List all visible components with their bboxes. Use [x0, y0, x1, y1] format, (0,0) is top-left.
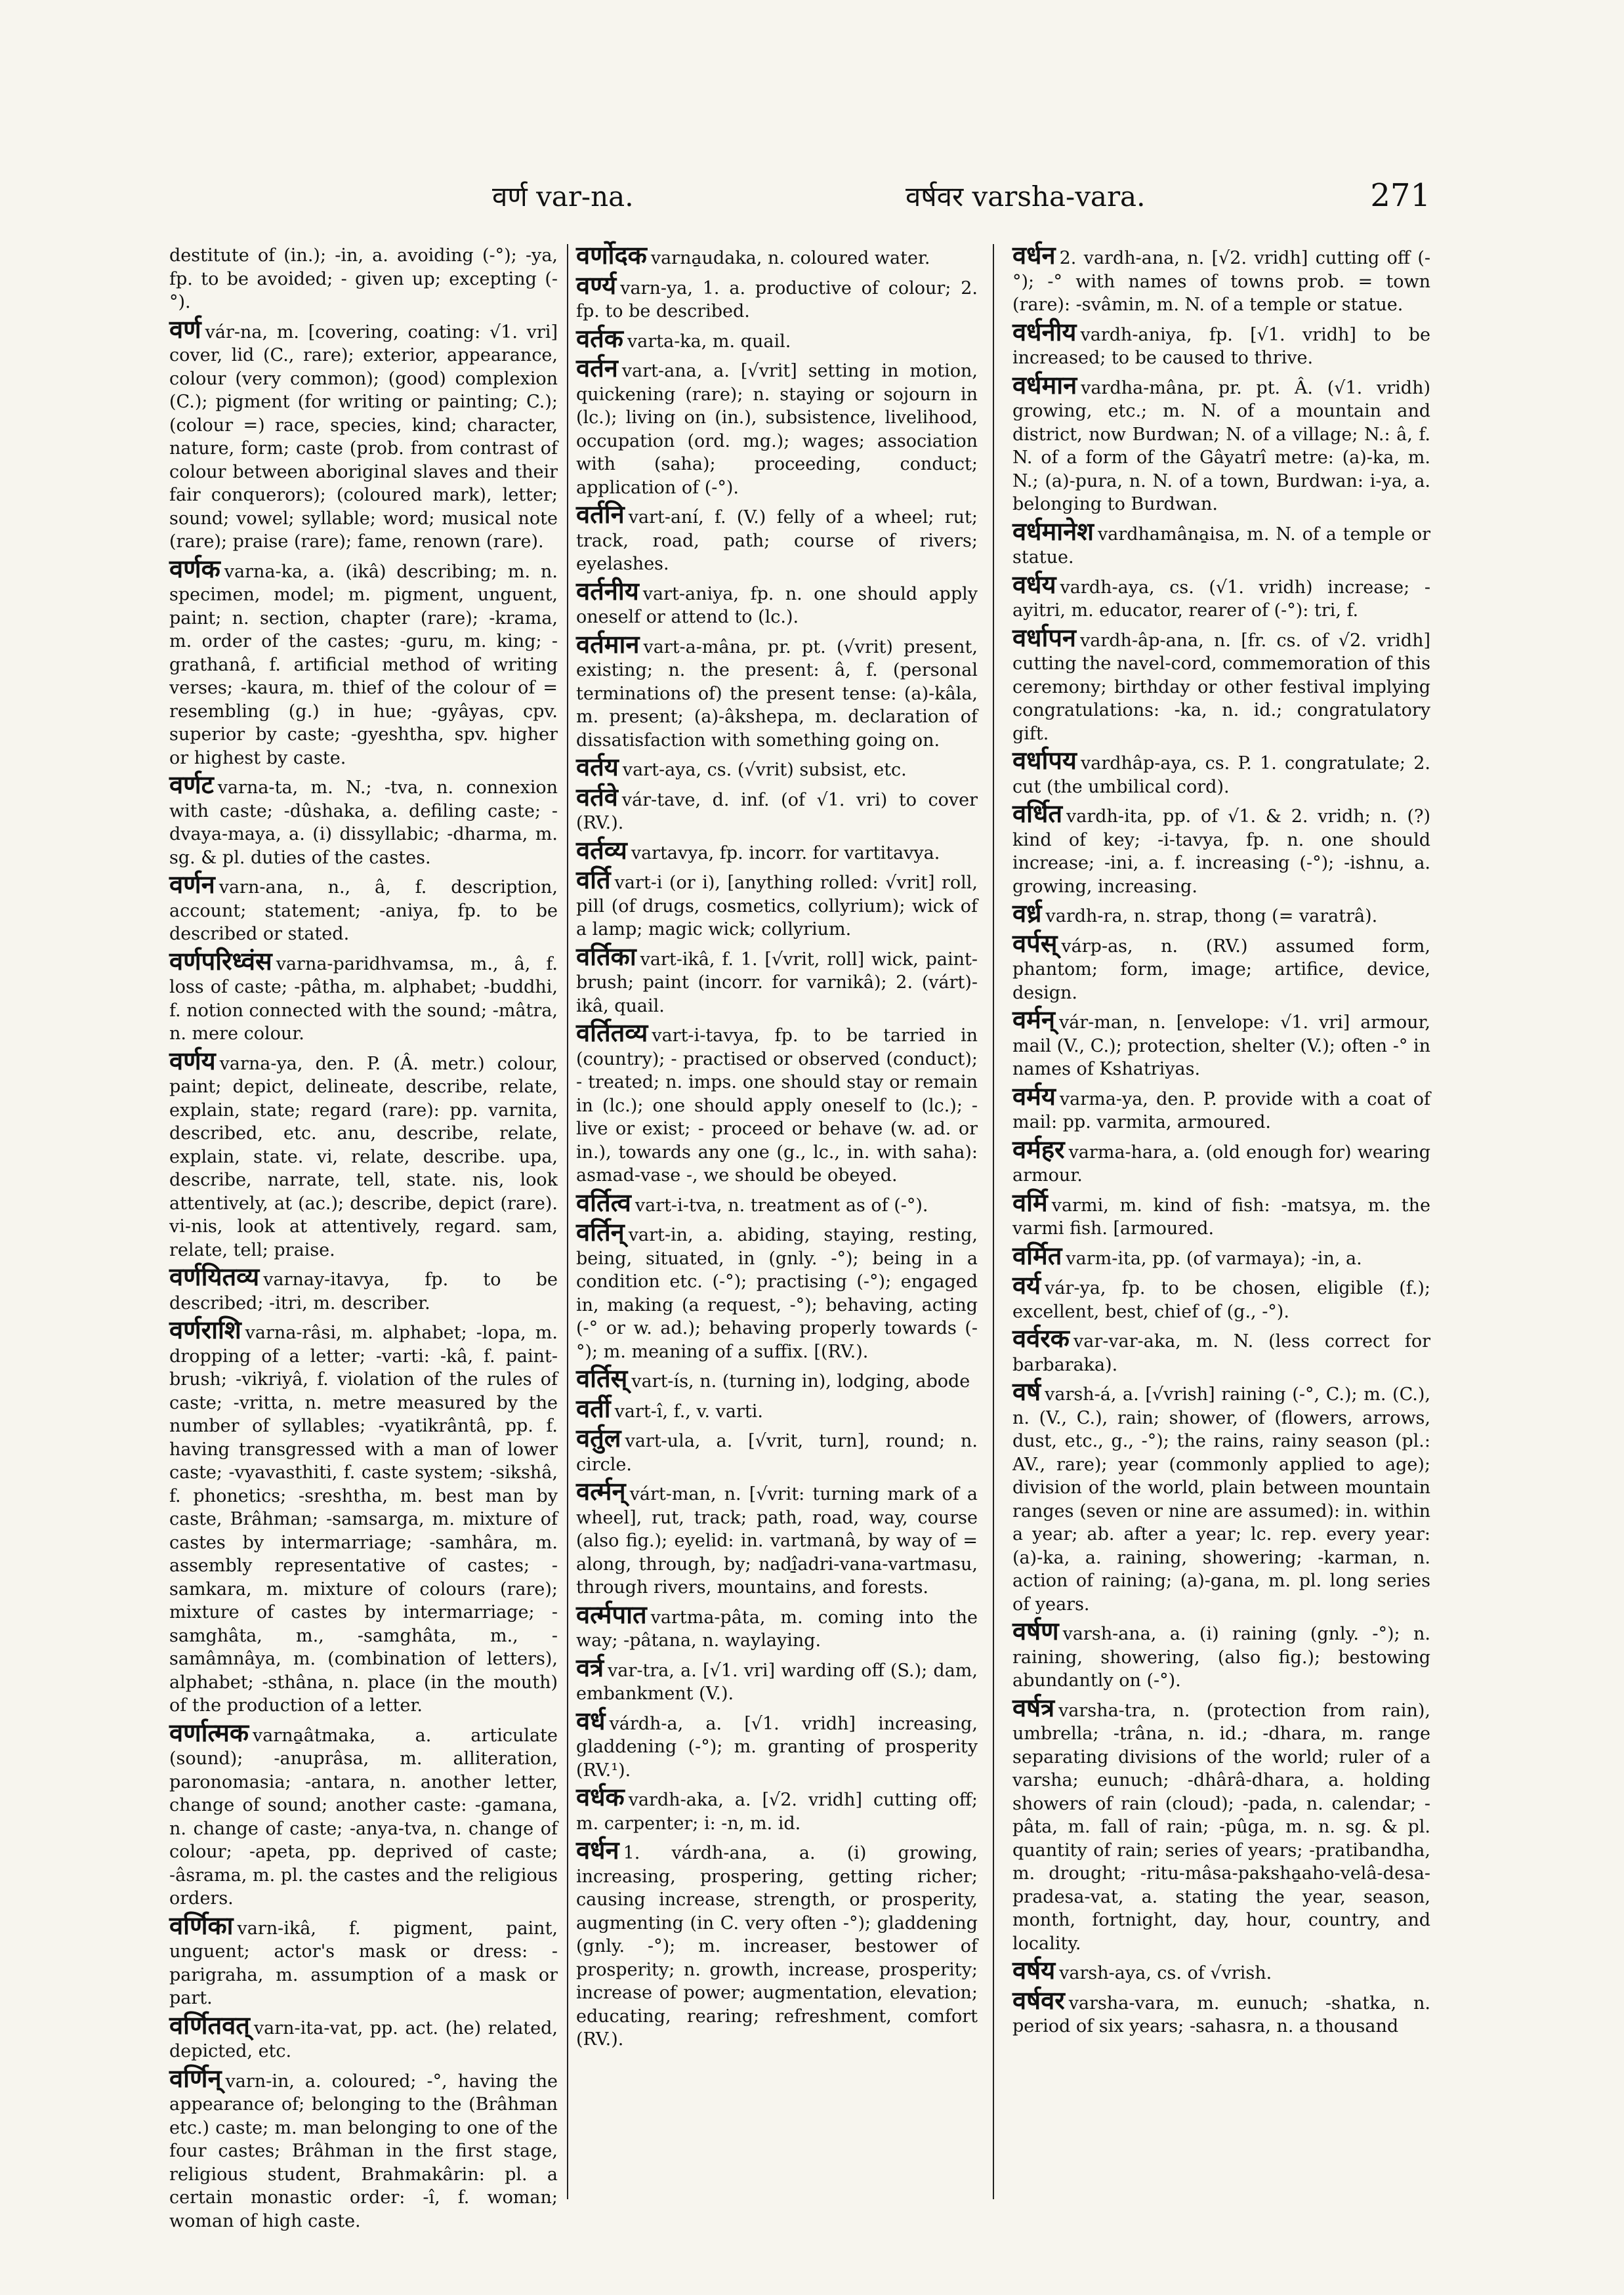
dictionary-entry: [576, 1706, 978, 1783]
entry-definition: vart-ikâ, f. 1. [√vrit, roll] wick, paint-brush; paint (incorr. for varnikâ); 2. (várt)-ikâ, quail.: [576, 949, 978, 1016]
entry-definition: vart-ula, a. [√vrit, turn], round; n. circle.: [576, 1431, 978, 1475]
dictionary-entry: [576, 270, 978, 323]
column-1: [169, 244, 558, 2231]
dictionary-entry: [1012, 623, 1430, 746]
dictionary-entry: [576, 629, 978, 753]
entry-headword: वर्णोदक: [576, 241, 647, 270]
entry-headword: वर्तिन्: [576, 1218, 625, 1247]
entry-definition: 1. várdh-ana, a. (i) growing, increasing, prospering, getting richer; causing increase, strength, or prosperity, augmenting (in C. very often -°); gladdening (gnly. -°); m. increaser, bestower of prosperity; n. growth, increase, prosperity; increase of power; augmentation, elevation; educating, rearing; refreshment, comfort (RV.).: [576, 1843, 978, 2050]
header-left-guideword: वर्ण var-na.: [492, 180, 634, 213]
dictionary-entry: [576, 1424, 978, 1476]
dictionary-entry: [1012, 1693, 1430, 1956]
header-right-guideword: वर्षवर varsha-vara.: [906, 180, 1146, 213]
column-divider: [567, 244, 568, 2199]
dictionary-entry: [576, 1477, 978, 1600]
entry-definition: várt-man, n. [√vrit: turning mark of a wheel], rut, track; path, road, way, course (also fig.); eyelid: in. vartmanâ, by way of = along, through, by; nadî̱adri-vana-vartmasu, through rivers, mountains, and forests.: [576, 1484, 978, 1598]
entry-definition: vart-in, a. abiding, staying, resting, being, situated, in (gnly. -°); being in a condition etc. (-°); practising (-°); engaged in, making (a request, -°); behaving, acting (-° or w. ad.); behaving properly towards (-°); m. meaning of a suffix. [(RV.).: [576, 1225, 978, 1362]
entry-definition: var-tra, a. [√1. vri] warding off (S.); dam, embankment (V.).: [576, 1660, 978, 1704]
entry-definition: vart-aya, cs. (√vrit) subsist, etc.: [622, 760, 907, 780]
dictionary-entry: [169, 554, 558, 770]
entry-headword: वर्तुल: [576, 1424, 621, 1453]
entry-definition: vardh-âp-ana, n. [fr. cs. of √2. vridh] cutting the navel-cord, commemoration of this ceremony; birthday or other festival implying congratulations: -ka, n. id.; congratulatory gift.: [1012, 630, 1430, 744]
entry-definition: vardhamâna̱isa, m. N. of a temple or statue.: [1012, 524, 1430, 568]
entry-definition: varma-ya, den. P. provide with a coat of mail: pp. varmita, armoured.: [1012, 1088, 1430, 1132]
dictionary-entry: [1012, 1985, 1430, 2038]
entry-headword: वर्धय: [1012, 569, 1056, 599]
entry-headword: वर्णय: [169, 1046, 216, 1075]
entry-headword: वर्ष: [1012, 1377, 1041, 1406]
entry-definition: varna-ya, den. P. (Â. metr.) colour, paint; depict, delineate, describe, relate, explain, state; regard (rare): pp. varnita, described, etc. anu, describe, relate, explain, state. vi, relate, describe. upa, describe, narrate, tell, state. nis, look attentively, at (ac.); describe, depict (rare). vi-nis, look at attentively, regard. sam, relate, tell; praise.: [169, 1053, 558, 1260]
entry-definition: vart-a-mâna, pr. pt. (√vrit) present, existing; n. the present: â, f. (personal terminations of) the present tense: (a)-kâla, m. present; (a)-âkshepa, m. declaration of dissatisfaction with something going on.: [576, 636, 978, 751]
dictionary-entry: [1012, 1005, 1430, 1081]
dictionary-entry: [1012, 1956, 1430, 1985]
dictionary-entry: [576, 1653, 978, 1706]
dictionary-entry: [576, 1600, 978, 1653]
dictionary-entry: [1012, 1081, 1430, 1134]
entry-definition: varsha-vara, m. eunuch; -shatka, n. period of six years; -sahasra, n. a thousand: [1012, 1993, 1430, 2037]
dictionary-entry: [576, 354, 978, 499]
entry-definition: varsh-aya, cs. of √vrish.: [1059, 1963, 1272, 1983]
entry-definition: varn-ita-vat, pp. act. (he) related, depicted, etc.: [169, 2017, 558, 2061]
dictionary-entry: [1012, 1134, 1430, 1188]
entry-definition: vardh-ra, n. strap, thong (= varatrâ).: [1045, 906, 1378, 926]
entry-headword: वर्धापन: [1012, 623, 1077, 652]
entry-definition: vár-ya, fp. to be chosen, eligible (f.); excellent, best, chief of (g., -°).: [1012, 1278, 1430, 1322]
entry-headword: वर्ध: [576, 1706, 606, 1735]
entry-definition: vart-i-tavya, fp. to be tarried in (country); - practised or observed (conduct); - treated; n. imps. one should stay or remain in (lc.); one should apply oneself to (lc.); - live or exist; - proceed or behave (w. ad. or in.), towards any one (g., lc., in. with saha): asmad-vase -, we should be obeyed.: [576, 1025, 978, 1186]
entry-definition: varmi, m. kind of fish: -matsya, m. the varmi fish. [armoured.: [1012, 1195, 1430, 1239]
entry-headword: वर्धित: [1012, 799, 1063, 828]
dictionary-entry: [169, 870, 558, 946]
entry-headword: वर्य: [1012, 1271, 1041, 1300]
entry-headword: वर्मि: [1012, 1188, 1048, 1217]
entry-definition: vart-î, f., v. varti.: [614, 1401, 763, 1422]
dictionary-entry: [1012, 899, 1430, 928]
entry-definition: varn-in, a. coloured; -°, having the appearance of; belonging to the (Brâhman etc.) caste; m. man belonging to one of the four castes; Brâhman in the first stage, religious student, Brahmakârin: pl. a certain monastic order: -î, f. woman; woman of high caste.: [169, 2071, 558, 2231]
entry-headword: वर्तन: [576, 354, 618, 382]
entry-definition: varna-ta, m. N.; -tva, n. connexion with caste; -dûshaka, a. defiling caste; -dvaya-maya, a. (i) dissyllabic; -dharma, m. sg. & pl. duties of the castes.: [169, 777, 558, 868]
entry-headword: वर्धापय: [1012, 746, 1077, 775]
entry-headword: वर्णयितव्य: [169, 1262, 260, 1291]
entry-headword: वर्त्मपात: [576, 1600, 647, 1629]
dictionary-entry: [1012, 799, 1430, 898]
entry-definition: varna-ka, a. (ikâ) describing; m. n. specimen, model; m. pigment, unguent, paint; n. section, chapter (rare); -krama, m. order of the castes; -guru, m. king; -grathanâ, f. artificial method of writing verses; -kaura, m. thief of the colour of = resembling (g.) in hue; -gyâyas, cpv. superior by caste; -gyeshtha, spv. higher or highest by caste.: [169, 561, 558, 768]
entry-definition: várp-as, n. (RV.) assumed form, phantom; form, image; artifice, device, design.: [1012, 936, 1430, 1003]
entry-headword: वर्ध्र: [1012, 899, 1042, 928]
entry-headword: वर्महर: [1012, 1134, 1065, 1164]
entry-headword: वर्षण: [1012, 1617, 1059, 1645]
dictionary-entry: [169, 2010, 558, 2063]
entry-headword: वर्ती: [576, 1394, 611, 1423]
entry-headword: वर्षवर: [1012, 1985, 1065, 2015]
dictionary-entry: [576, 500, 978, 576]
entry-definition: vardh-aya, cs. (√1. vridh) increase; -ayitri, m. educator, rearer of (-°): tri, f.: [1012, 577, 1430, 621]
dictionary-entry: [169, 946, 558, 1046]
dictionary-entry: [576, 941, 978, 1018]
entry-definition: vár-man, n. [envelope: √1. vri] armour, mail (V., C.); protection, shelter (V.); often -° in names of Kshatriyas.: [1012, 1012, 1430, 1079]
dictionary-entry: [1012, 516, 1430, 569]
entry-definition: vart-aní, f. (V.) felly of a wheel; rut; track, road, path; course of rivers; eyelashes.: [576, 507, 978, 574]
entry-definition: vardhâp-aya, cs. P. 1. congratulate; 2. cut (the umbilical cord).: [1012, 753, 1430, 797]
entry-headword: वर्ण्य: [576, 270, 617, 300]
dictionary-entry: [169, 1718, 558, 1911]
dictionary-entry: [169, 1046, 558, 1262]
entry-headword: वर्धक: [576, 1783, 625, 1811]
entry-headword: वर्तय: [576, 753, 619, 781]
entry-headword: वर्धनीय: [1012, 317, 1077, 346]
entry-headword: वर्णपरिध्वंस: [169, 946, 272, 976]
entry-definition: 2. vardh-ana, n. [√2. vridh] cutting off (-°); -° with names of towns prob. = town (rare): -svâmin, m. N. of a temple or statue.: [1012, 248, 1430, 315]
entry-headword: वर्ण: [169, 314, 201, 344]
dictionary-entry: [576, 753, 978, 782]
dictionary-entry: [576, 1364, 978, 1394]
dictionary-entry: [576, 576, 978, 629]
dictionary-entry: [576, 1188, 978, 1218]
entry-definition: vár-tave, d. inf. (of √1. vri) to cover (RV.).: [576, 789, 978, 833]
dictionary-entry: [576, 782, 978, 835]
dictionary-entry: [169, 1315, 558, 1718]
entry-definition: vardh-aniya, fp. [√1. vridh] to be increased; to be caused to thrive.: [1012, 324, 1430, 368]
dictionary-entry: [576, 865, 978, 941]
entry-definition: vart-i-tva, n. treatment as of (-°).: [635, 1195, 928, 1216]
entry-definition: varsh-á, a. [√vrish] raining (-°, C.); m. (C.), n. (V., C.), rain; shower, of (flowers, arrows, dust, etc., g., -°); the rains, rainy season (pl.: AV., rare); year (commonly applied to age); division of the world, plain between mountain ranges (seven or nine are assumed): in. within a year; ab. after a year; lc. rep. every year: (a)-ka, a. raining, showering; -karman, n. action of raining; (a)-gana, m. pl. long series of years.: [1012, 1384, 1430, 1615]
column-divider: [993, 244, 994, 2199]
dictionary-entry: [576, 1394, 978, 1424]
entry-definition: varm-ita, pp. (of varmaya); -in, a.: [1066, 1248, 1362, 1269]
entry-headword: वर्णन: [169, 870, 215, 899]
dictionary-entry: [576, 835, 978, 865]
dictionary-entry: [169, 314, 558, 554]
entry-headword: वर्तमान: [576, 629, 640, 659]
dictionary-entry: [576, 1783, 978, 1835]
dictionary-entry: [169, 1262, 558, 1315]
entry-definition: varsha-tra, n. (protection from rain), umbrella; -trâna, n. id.; -dhara, m. range separating divisions of the world; ruler of a varsha; eunuch; -dhârâ-dhara, a. holding showers of rain (cloud); -pada, n. calendar; -pâta, m. fall of rain; -pûga, m. n. sg. & pl. quantity of rain; series of years; -pratibandha, m. drought; -ritu-mâsa-paksha̱aho-velâ-desa-pradesa-vat, a. stating the year, season, month, fortnight, day, hour, country, and locality.: [1012, 1700, 1430, 1954]
dictionary-entry: [169, 1911, 558, 2010]
dictionary-entry: [1012, 241, 1430, 317]
dictionary-entry: [1012, 1188, 1430, 1241]
entry-headword: वर्मित: [1012, 1241, 1062, 1270]
entry-definition: vardh-aka, a. [√2. vridh] cutting off; m. carpenter; i: -n, m. id.: [576, 1790, 978, 1834]
page-number: 271: [1370, 177, 1430, 214]
dictionary-entry: [1012, 1324, 1430, 1376]
dictionary-entry: [1012, 370, 1430, 516]
entry-headword: वर्मन्: [1012, 1005, 1055, 1034]
entry-headword: वर्तितव्य: [576, 1018, 648, 1047]
entry-headword: वर्धमानेश: [1012, 516, 1094, 546]
entry-definition: várdh-a, a. [√1. vridh] increasing, gladdening (-°); m. granting of prosperity (RV.¹).: [576, 1713, 978, 1781]
entry-headword: वर्तित्व: [576, 1188, 631, 1217]
entry-headword: वर्मय: [1012, 1081, 1056, 1111]
entry-headword: वर्त्मन्: [576, 1477, 626, 1506]
dictionary-entry: [1012, 1241, 1430, 1271]
entry-headword: वर्वरक: [1012, 1324, 1070, 1353]
dictionary-entry: [169, 2063, 558, 2233]
entry-definition: varna-paridhvamsa, m., â, f. loss of caste; -pâtha, m. alphabet; -buddhi, f. notion connected with the sound; -mâtra, n. mere colour.: [169, 953, 558, 1044]
entry-headword: वर्पस्: [1012, 928, 1058, 958]
dictionary-entry: [1012, 1617, 1430, 1693]
entry-headword: वर्तक: [576, 323, 623, 353]
dictionary-entry: [169, 244, 558, 314]
dictionary-entry: [169, 770, 558, 869]
entry-definition: vart-aniya, fp. n. one should apply oneself or attend to (lc.).: [576, 583, 978, 627]
entry-definition: varn-ikâ, f. pigment, paint, unguent; actor's mask or dress: -parigraha, m. assumption of a mask or part.: [169, 1918, 558, 2008]
entry-definition: vartma-pâta, m. coming into the way; -pâtana, n. waylaying.: [576, 1607, 978, 1651]
column-3: [1012, 241, 1430, 2212]
dictionary-entry: [576, 241, 978, 270]
entry-definition: varta-ka, m. quail.: [627, 331, 791, 352]
entry-definition: destitute of (in.); -in, a. avoiding (-°); -ya, fp. to be avoided; - given up; excepting (-°).: [169, 245, 558, 312]
entry-headword: वर्षत्र: [1012, 1693, 1055, 1722]
entry-headword: वर्णराशि: [169, 1315, 241, 1344]
entry-headword: वर्षय: [1012, 1956, 1056, 1985]
entry-definition: varn-ya, 1. a. productive of colour; 2. fp. to be described.: [576, 278, 978, 321]
entry-headword: वर्ति: [576, 865, 611, 894]
dictionary-entry: [576, 323, 978, 354]
entry-headword: वर्तवे: [576, 782, 618, 812]
entry-headword: वर्तिस्: [576, 1364, 628, 1393]
entry-headword: वर्णिका: [169, 1911, 234, 1940]
entry-headword: वर्णक: [169, 554, 220, 583]
entry-headword: वर्धन: [1012, 241, 1056, 270]
entry-headword: वर्तनि: [576, 500, 625, 529]
entry-headword: वर्धमान: [1012, 370, 1077, 400]
entry-definition: varna̱udaka, n. coloured water.: [650, 248, 930, 268]
dictionary-entry: [576, 1018, 978, 1188]
entry-headword: वर्तिका: [576, 941, 636, 971]
dictionary-entry: [1012, 1377, 1430, 1616]
dictionary-entry: [1012, 746, 1430, 798]
entry-headword: वर्णात्मक: [169, 1718, 249, 1747]
entry-headword: वर्णिन्: [169, 2063, 222, 2093]
entry-definition: vár-na, m. [covering, coating: √1. vri] cover, lid (C., rare); exterior, appearance, colour (very common); (good) complexion (C.); pigment (for writing or painting; C.); (colour =) race, species, kind; character, nature, form; caste (prob. from contrast of colour between aboriginal slaves and their fair conquerors); (coloured mark), letter; sound; vowel; syllable; word; musical note (rare); praise (rare); fame, renown (rare).: [169, 321, 558, 552]
entry-definition: varsh-ana, a. (i) raining (gnly. -°); n. raining, showering, (also fig.); bestowing abundantly on (-°).: [1012, 1624, 1430, 1691]
page-header: [177, 177, 1430, 217]
entry-headword: वर्णितवत्: [169, 2010, 250, 2040]
dictionary-entry: [576, 1218, 978, 1363]
entry-definition: vartavya, fp. incorr. for vartitavya.: [631, 842, 940, 863]
entry-headword: वर्तनीय: [576, 576, 639, 606]
entry-headword: वर्धन: [576, 1836, 619, 1865]
dictionary-entry: [1012, 569, 1430, 623]
entry-definition: vart-ana, a. [√vrit] setting in motion, quickening (rare); n. staying or sojourn in (lc.); living on (in.), subsistence, livelihood, occupation (ord. mg.); wages; association with (saha); proceeding, conduct; application of (-°).: [576, 361, 978, 498]
entry-definition: var-var-aka, m. N. (less correct for barbaraka).: [1012, 1331, 1430, 1375]
column-2: [576, 241, 978, 2212]
entry-definition: varnay-itavya, fp. to be described; -itri, m. describer.: [169, 1270, 558, 1313]
dictionary-entry: [1012, 317, 1430, 370]
entry-headword: वर्णट: [169, 770, 214, 799]
entry-definition: vart-i (or i), [anything rolled: √vrit] roll, pill (of drugs, cosmetics, collyrium); wick of a lamp; magic wick; collyrium.: [576, 873, 978, 940]
entry-headword: वर्तव्य: [576, 835, 627, 865]
entry-definition: vart-ís, n. (turning in), lodging, abode: [631, 1371, 970, 1392]
entry-definition: vardh-ita, pp. of √1. & 2. vridh; n. (?) kind of key; -i-tavya, fp. n. one should increase; -ini, a. f. increasing (-°); -ishnu, a. growing, increasing.: [1012, 806, 1430, 897]
entry-definition: vardha-mâna, pr. pt. Â. (√1. vridh) growing, etc.; m. N. of a mountain and district, now Burdwan; N. of a village; N.: â, f. N. of a form of the Gâyatrî metre: (a)-ka, m. N.; (a)-pura, n. N. of a town, Burdwan: i-ya, a. belonging to Burdwan.: [1012, 377, 1430, 514]
entry-definition: varma-hara, a. (old enough for) wearing armour.: [1012, 1142, 1430, 1186]
dictionary-entry: [576, 1836, 978, 2052]
entry-definition: varna̱âtmaka, a. articulate (sound); -anuprâsa, m. alliteration, paronomasia; -antara, n. another letter, change of sound; another caste: -gamana, n. change of caste; -anya-tva, n. change of colour; -apeta, pp. deprived of caste; -âsrama, m. pl. the castes and the religious orders.: [169, 1725, 558, 1909]
dictionary-entry: [1012, 1271, 1430, 1323]
entry-headword: वर्त्र: [576, 1653, 604, 1682]
entry-definition: varna-râsi, m. alphabet; -lopa, m. dropping of a letter; -varti: -kâ, f. paint-brush; -vikriyâ, f. violation of the rules of caste; -vritta, n. metre measured by the number of syllables; -vyatikrântâ, pp. f. having transgressed with a man of lower caste; -vyavasthiti, f. caste system; -sikshâ, f. phonetics; -sreshtha, m. best man by caste, Brâhman; -samsarga, m. mixture of castes by intermarriage; -samhâra, m. assembly representative of castes; -samkara, m. mixture of colours (rare); mixture of castes by intermarriage; -samghâta, m., -samghâta, m., -samâmnâya, m. (combination of letters), alphabet; -sthâna, n. place (in the mouth) of the production of a letter.: [169, 1323, 558, 1716]
dictionary-entry: [1012, 928, 1430, 1005]
entry-definition: varn-ana, n., â, f. description, account; statement; -aniya, fp. to be described or stated.: [169, 877, 558, 944]
